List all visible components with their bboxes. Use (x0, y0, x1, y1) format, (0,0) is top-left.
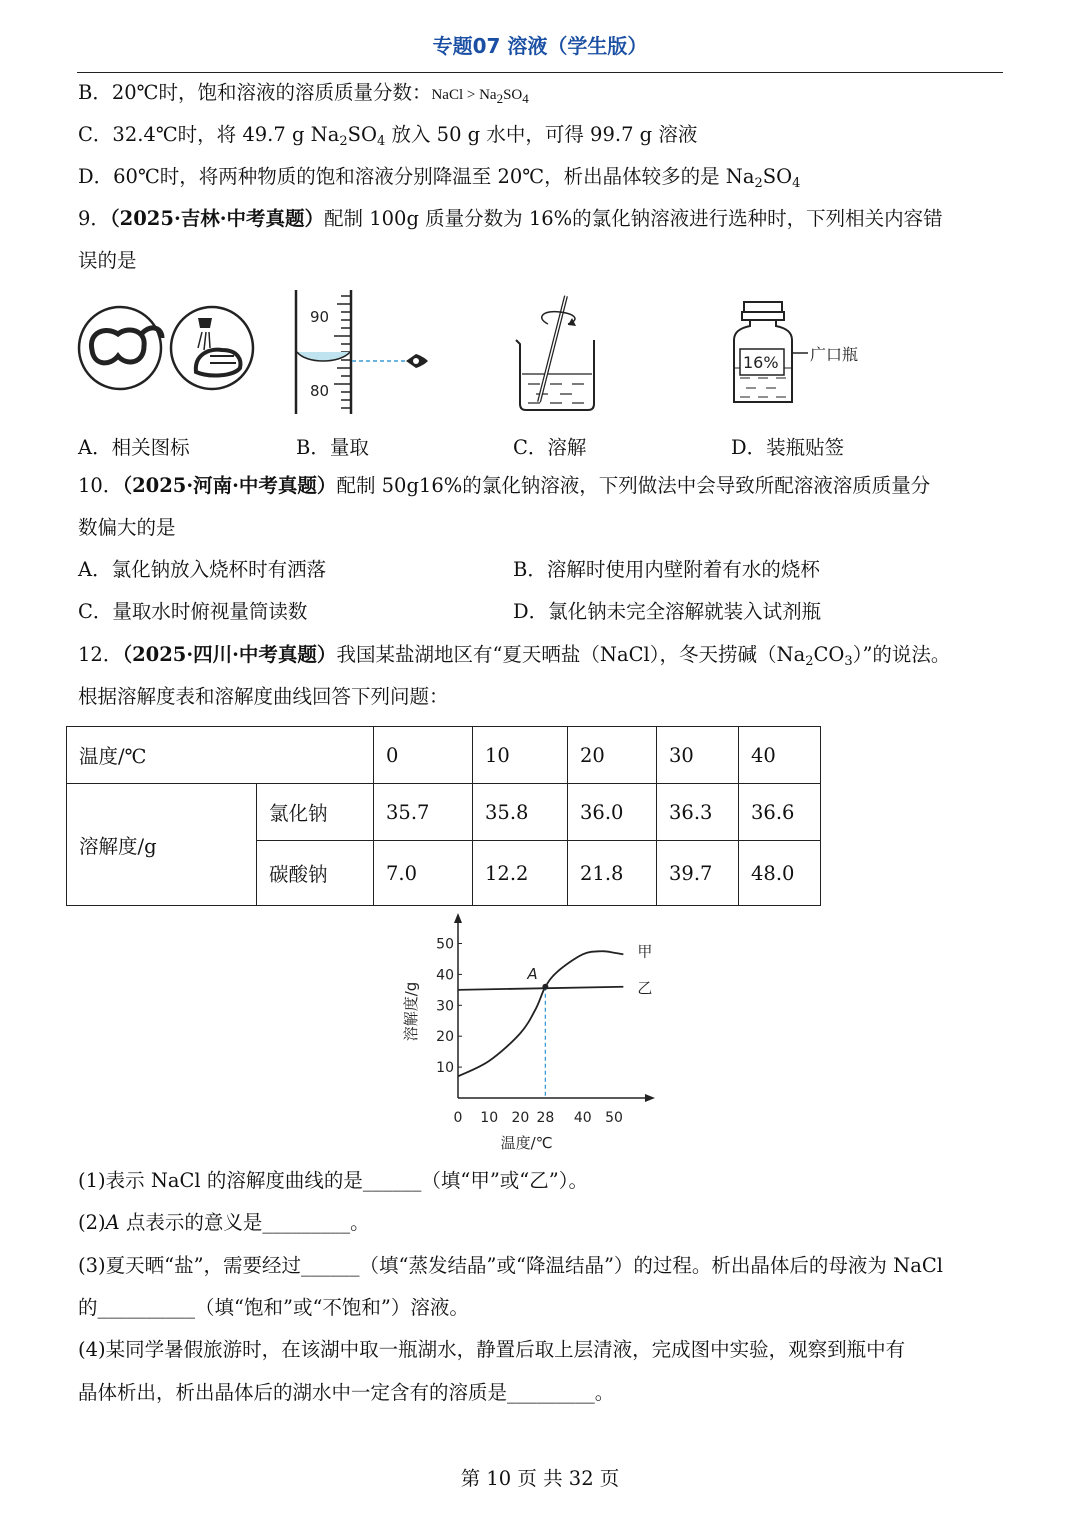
wash-hands-icon (171, 307, 253, 389)
q10-option-b: B．溶解时使用内壁附着有水的烧杯 (513, 558, 820, 581)
label-16-percent: 16% (743, 353, 779, 372)
table-cell: 40 (739, 727, 821, 784)
x-tick-label: 0 (453, 1110, 463, 1126)
page-footer: 第 10 页 共 32 页 (460, 1467, 620, 1490)
solubility-curve-chart (390, 904, 690, 1156)
q12-sub4-line2: 晶体析出，析出晶体后的湖水中一定含有的溶质是_________。 (78, 1381, 615, 1404)
table-cell: 35.8 (473, 784, 568, 841)
series-label-jia: 甲 (637, 942, 653, 961)
table-cell: 7.0 (374, 841, 473, 906)
q12-sub1: (1)表示 NaCl 的溶解度曲线的是______（填“甲”或“乙”）。 (78, 1169, 588, 1192)
table-cell: 36.3 (657, 784, 739, 841)
header-rule (77, 72, 1003, 73)
table-header-temp: 温度/℃ (67, 727, 374, 784)
table-cell: 35.7 (374, 784, 473, 841)
page-header-title: 专题07 溶液（学生版） (432, 34, 648, 58)
table-cell: 36.6 (739, 784, 821, 841)
q9-figures (70, 284, 910, 424)
table-cell: 12.2 (473, 841, 568, 906)
q10-option-c: C．量取水时俯视量筒读数 (78, 600, 308, 623)
x-tick-label: 50 (605, 1110, 623, 1126)
x-tick-label: 10 (480, 1110, 499, 1126)
cylinder-mark-90: 90 (310, 308, 330, 326)
table-cell: 39.7 (657, 841, 739, 906)
q9-option-b: B．量取 (296, 436, 369, 459)
q10-option-a: A．氯化钠放入烧杯时有洒落 (78, 558, 327, 581)
q8-option-b: B．20℃时，饱和溶液的溶质质量分数：NaCl > $Na_2SO_4$ (78, 81, 529, 106)
table-row-label-nacl: 氯化钠 (257, 784, 374, 841)
y-tick-label: 40 (436, 967, 454, 984)
table-cell: 10 (473, 727, 568, 784)
x-axis-label: 温度/℃ (500, 1134, 553, 1152)
eye-icon (406, 354, 428, 368)
q9-stem-line2: 误的是 (78, 249, 137, 272)
point-a-label: A (527, 964, 538, 983)
solubility-table (66, 726, 821, 906)
y-tick-label: 20 (436, 1029, 454, 1046)
x-tick-label: 40 (573, 1110, 592, 1126)
y-tick-label: 30 (436, 998, 454, 1015)
q12-sub4-line1: (4)某同学暑假旅游时，在该湖中取一瓶湖水，静置后取上层清液，完成图中实验，观察到瓶中有 (78, 1338, 906, 1361)
q8-option-d: D．60℃时，将两种物质的饱和溶液分别降温至 20℃，析出晶体较多的是 $Na_2SO_4$ (78, 165, 801, 191)
q10-stem-line2: 数偏大的是 (78, 516, 176, 539)
q9-option-c: C．溶解 (513, 436, 587, 459)
goggles-icon (79, 307, 162, 389)
table-cell: 48.0 (739, 841, 821, 906)
label-wide-mouth-bottle: 广口瓶 (810, 345, 859, 364)
table-cell: 21.8 (568, 841, 657, 906)
table-cell: 20 (568, 727, 657, 784)
q10-option-d: D．氯化钠未完全溶解就装入试剂瓶 (513, 600, 822, 623)
table-row-label-na2co3: 碳酸钠 (257, 841, 374, 906)
y-axis-arrow (454, 913, 462, 923)
table-row (67, 784, 821, 841)
q9-option-a: A．相关图标 (78, 436, 190, 459)
q10-stem-line1: 10．（2025·河南·中考真题）配制 50g16%的氯化钠溶液，下列做法中会导致所配溶液溶质质量分 (78, 474, 931, 497)
q9-option-d: D．装瓶贴签 (731, 436, 845, 459)
q12-sub2: (2)A 点表示的意义是_________。 (78, 1211, 370, 1234)
series-line-jia (458, 951, 623, 1076)
x-axis-arrow (645, 1094, 655, 1102)
q12-stem-line2: 根据溶解度表和溶解度曲线回答下列问题： (78, 685, 449, 708)
point-a-dot (542, 984, 548, 990)
y-tick-label: 50 (436, 936, 454, 953)
table-cell: 0 (374, 727, 473, 784)
y-tick-label: 10 (436, 1060, 454, 1077)
table-cell: 36.0 (568, 784, 657, 841)
y-axis-label: 溶解度/g (402, 981, 420, 1042)
wide-mouth-bottle (734, 302, 858, 402)
series-line-yi (458, 987, 623, 990)
table-cell: 30 (657, 727, 739, 784)
x-tick-label: 28 (536, 1110, 555, 1126)
q12-stem-line1: 12．（2025·四川·中考真题）我国某盐湖地区有“夏天晒盐（NaCl），冬天捞碱$(Na_2CO_3)$”的说法。 (78, 643, 951, 669)
table-row (67, 727, 821, 784)
q8-option-c: C．32.4℃时，将 49.7 g $Na_2SO_4$ 放入 50 g 水中，可得 99.7 g 溶液 (78, 123, 698, 149)
q12-sub3-line1: (3)夏天晒“盐”，需要经过______（填“蒸发结晶”或“降温结晶”）的过程。析出晶体后的母液为 NaCl (78, 1254, 943, 1277)
q12-sub3-line2: 的__________（填“饱和”或“不饱和”）溶液。 (78, 1296, 469, 1319)
cylinder-mark-80: 80 (310, 382, 330, 400)
graduated-cylinder (296, 290, 428, 414)
table-header-solubility: 溶解度/g (67, 784, 257, 906)
series-label-yi: 乙 (637, 978, 653, 997)
x-tick-label: 20 (511, 1110, 530, 1126)
q9-stem-line1: 9．（2025·吉林·中考真题）配制 100g 质量分数为 16%的氯化钠溶液进行选种时，下列相关内容错 (78, 207, 943, 230)
beaker-stirring (516, 296, 594, 410)
